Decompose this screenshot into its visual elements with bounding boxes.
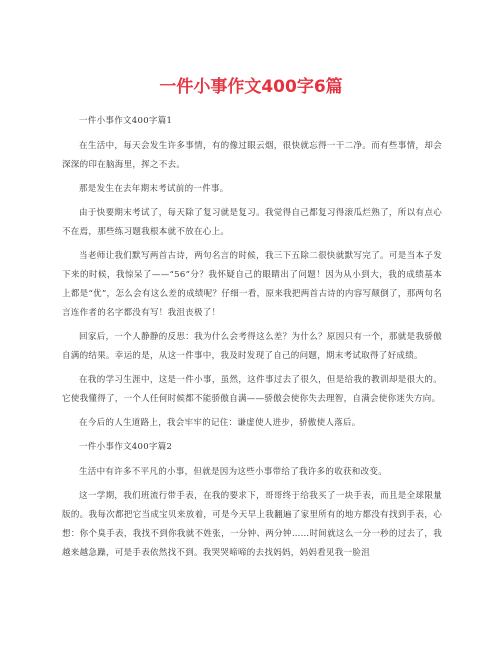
section-heading: 一件小事作文400字篇1 <box>79 116 173 126</box>
paragraph: 在我的学习生涯中，这是一件小事，虽然，这件事过去了很久，但是给我的教训却是很大的。它使我懂得了，一个人任何时候都不能骄傲自满——骄傲会使你失去理智，自满会使你迷失方向。 <box>62 375 442 404</box>
document-title: 一件小事作文400字6篇 <box>159 77 343 97</box>
paragraph: 在今后的人生道路上，我会牢牢的记住：谦虚使人进步，骄傲使人落后。 <box>79 418 361 428</box>
section-heading: 一件小事作文400字篇2 <box>79 442 173 452</box>
paragraph: 这一学期，我们班流行带手表，在我的要求下，哥哥终于给我买了一块手表，而且是全球限量版的。我每次都把它当成宝贝来放着，可是今天早上我翻遍了家里所有的地方都没有找到手表，心想：你个臭手表，我找不到你我就不姓张，一分钟、两分钟……时间就这么一分一秒的过去了，我越来越急躁，可是手表依然找不到。我哭哭啼啼的去找妈妈，妈妈看见我一脸沮 <box>62 491 442 558</box>
paragraph: 由于快要期末考试了，每天除了复习就是复习。我觉得自己都复习得滚瓜烂熟了，所以有点心不在焉，那些练习题我根本就不放在心上。 <box>62 208 442 237</box>
document-body <box>62 112 442 568</box>
paragraph: 在生活中，每天会发生许多事情，有的像过眼云烟，很快就忘得一干二净。而有些事情，却会深深的印在脑海里，挥之不去。 <box>62 141 442 170</box>
paragraph: 当老师让我们默写两首古诗，两句名言的时候，我三下五除二很快就默写完了。可是当本子发下来的时候，我惊呆了——“56”分？我怀疑自己的眼睛出了问题！因为从小到大，我的成绩基本上都是“优”，怎么会有这么差的成绩呢？仔细一看，原来我把两首古诗的内容写颠倒了，那两句名言连作者的名字都没有写！我沮丧极了！ <box>62 251 442 318</box>
paragraph: 生活中有许多不平凡的小事，但就是因为这些小事带给了我许多的收获和改变。 <box>79 467 388 477</box>
paragraph: 那是发生在去年期末考试前的一件事。 <box>79 184 229 194</box>
paragraph: 回家后，一个人静静的反思：我为什么会考得这么差？为什么？原因只有一个，那就是我骄傲自满的结果。幸运的是，从这一件事中，我及时发现了自己的问题，期末考试取得了好成绩。 <box>62 332 442 361</box>
